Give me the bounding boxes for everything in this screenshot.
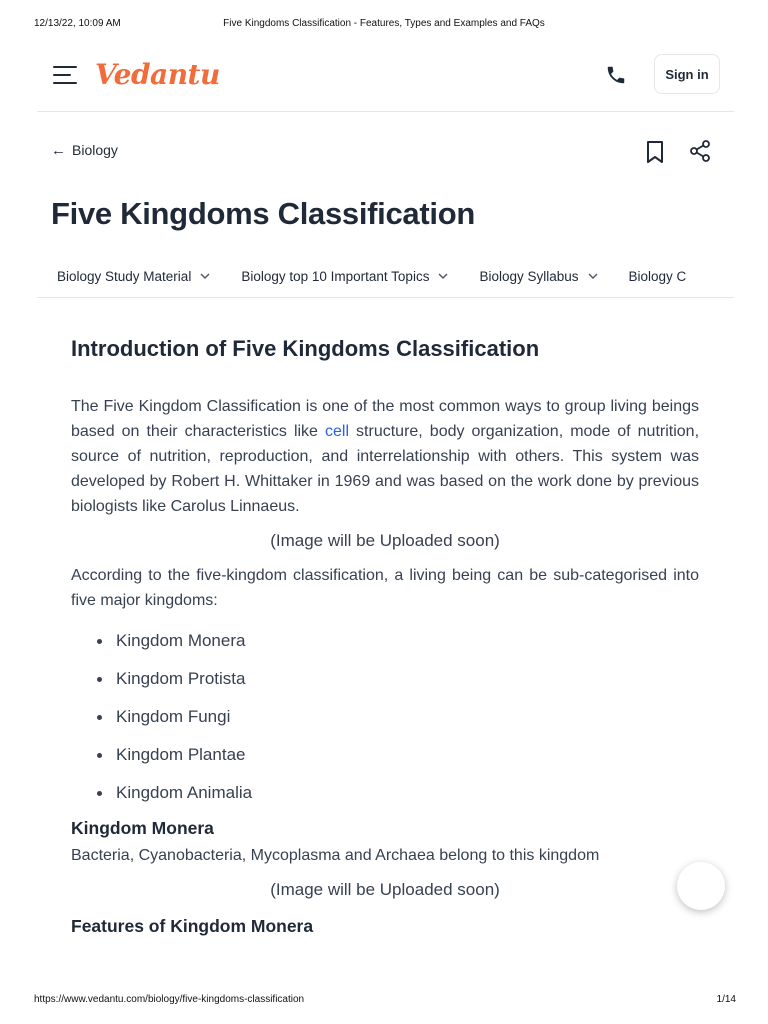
cell-link[interactable]: cell bbox=[325, 423, 350, 440]
print-url: https://www.vedantu.com/biology/five-kingdoms-classification bbox=[34, 994, 305, 1005]
page-title: Five Kingdoms Classification bbox=[51, 196, 475, 231]
chevron-down-icon bbox=[199, 270, 211, 282]
subnav-label: Biology top 10 Important Topics bbox=[241, 268, 430, 284]
phone-icon[interactable] bbox=[605, 64, 627, 86]
image-placeholder-note: (Image will be Uploaded soon) bbox=[270, 531, 500, 550]
subnav-item-study-material[interactable] bbox=[57, 269, 211, 284]
list-item: Kingdom Fungi bbox=[97, 705, 699, 743]
article-content bbox=[71, 336, 699, 939]
print-document-title: Five Kingdoms Classification - Features, Types and Examples and FAQs bbox=[223, 18, 545, 29]
site-header bbox=[37, 48, 734, 112]
back-arrow-icon: ← bbox=[51, 141, 66, 159]
list-item: Kingdom Animalia bbox=[97, 781, 699, 819]
monera-features-heading: Features of Kingdom Monera bbox=[71, 916, 314, 936]
list-item: Kingdom Plantae bbox=[97, 743, 699, 781]
subnav-item-biology-c[interactable] bbox=[629, 269, 687, 284]
vedantu-logo[interactable]: Vedantu bbox=[95, 58, 220, 91]
share-icon[interactable] bbox=[688, 139, 712, 163]
monera-heading: Kingdom Monera bbox=[71, 818, 214, 838]
kingdoms-intro-paragraph: According to the five-kingdom classification, a living being can be sub-categorised into five major kingdoms: bbox=[71, 567, 699, 609]
print-header bbox=[0, 18, 768, 32]
print-datetime: 12/13/22, 10:09 AM bbox=[34, 18, 121, 29]
subnav-item-important-topics[interactable] bbox=[241, 269, 449, 284]
subnav-item-syllabus[interactable] bbox=[479, 269, 598, 284]
print-footer bbox=[0, 994, 768, 1008]
chevron-down-icon bbox=[587, 270, 599, 282]
floating-action-button[interactable] bbox=[677, 862, 725, 910]
section-heading: Introduction of Five Kingdoms Classification bbox=[71, 336, 540, 361]
breadcrumb-label: Biology bbox=[72, 142, 118, 158]
list-item: Kingdom Monera bbox=[97, 629, 699, 667]
kingdom-list bbox=[71, 629, 699, 819]
menu-icon[interactable] bbox=[53, 66, 79, 86]
print-page-number: 1/14 bbox=[716, 994, 736, 1005]
list-item: Kingdom Protista bbox=[97, 667, 699, 705]
chevron-down-icon bbox=[437, 270, 449, 282]
subnav-label: Biology C bbox=[628, 268, 687, 284]
breadcrumb-back-biology[interactable] bbox=[51, 140, 118, 160]
topic-subnav bbox=[37, 254, 734, 298]
bookmark-icon[interactable] bbox=[645, 140, 665, 164]
sign-in-button[interactable]: Sign in bbox=[654, 54, 720, 94]
intro-paragraph: The Five Kingdom Classification is one of the most common ways to group living beings based on their characteristics like cell structure, body organization, mode of nutrition, source of nutrition, reproduction, and interrelationship with others. This system was developed by Robert H. Whittaker in 1969 and was based on the work done by previous biologists like Carolus Linnaeus. bbox=[71, 398, 700, 515]
monera-paragraph: Bacteria, Cyanobacteria, Mycoplasma and Archaea belong to this kingdom bbox=[71, 847, 600, 864]
image-placeholder-note: (Image will be Uploaded soon) bbox=[270, 880, 500, 899]
subnav-label: Biology Syllabus bbox=[479, 268, 579, 284]
subnav-label: Biology Study Material bbox=[57, 268, 192, 284]
